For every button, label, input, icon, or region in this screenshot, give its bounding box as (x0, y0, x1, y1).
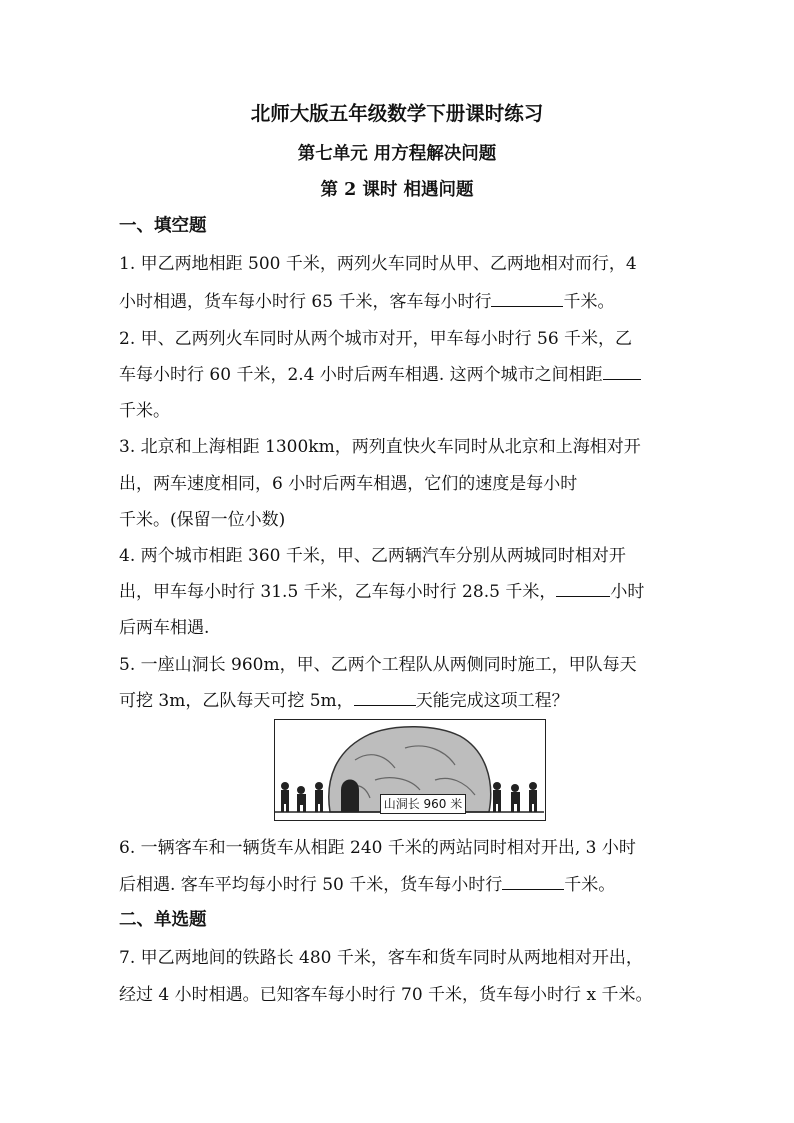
answer-blank-1[interactable] (491, 291, 563, 307)
tunnel-length-label: 山洞长 960 米 (380, 794, 466, 814)
question-2-text: 车每小时行 60 千米，2.4 小时后两车相遇. 这两个城市之间相距 (119, 365, 603, 385)
question-7-line-1: 7. 甲乙两地间的铁路长 480 千米，客车和货车同时从两地相对开出， (119, 948, 643, 968)
workers-right (493, 782, 537, 812)
tunnel-entrance-left (341, 780, 359, 813)
section-fill-in: 一、填空题 (119, 216, 207, 236)
answer-blank-2[interactable] (603, 364, 641, 380)
answer-blank-4[interactable] (556, 581, 610, 597)
question-6-text: 后相遇. 客车平均每小时行 50 千米，货车每小时行 (119, 875, 503, 895)
question-3-line-2: 出，两车速度相同，6 小时后两车相遇，它们的速度是每小时 (119, 474, 578, 494)
question-5-unit: 天能完成这项工程？ (415, 691, 569, 711)
question-6-unit: 千米。 (564, 875, 616, 895)
question-4-text: 出，甲车每小时行 31.5 千米，乙车每小时行 28.5 千米， (119, 582, 557, 602)
question-4-unit: 小时 (610, 582, 645, 602)
question-1-unit: 千米。 (563, 292, 615, 312)
question-2-line-1: 2. 甲、乙两列火车同时从两个城市对开，甲车每小时行 56 千米，乙 (119, 329, 633, 349)
question-3-line-3: 千米。(保留一位小数) (119, 510, 286, 530)
lesson-title: 第 2 课时 相遇问题 (320, 180, 474, 200)
question-6-line-1: 6. 一辆客车和一辆货车从相距 240 千米的两站同时相对开出, 3 小时 (119, 838, 636, 858)
worksheet-title: 北师大版五年级数学下册课时练习 (250, 102, 544, 125)
question-4-line-2 (119, 577, 644, 602)
question-6-line-2 (119, 870, 615, 895)
answer-blank-5[interactable] (354, 690, 416, 706)
question-2-line-3: 千米。 (119, 401, 170, 421)
question-4-line-1: 4. 两个城市相距 360 千米，甲、乙两辆汽车分别从两城同时相对开 (119, 546, 626, 566)
question-5-text: 可挖 3m，乙队每天可挖 5m， (119, 691, 354, 711)
question-5-line-2 (119, 686, 569, 711)
question-5-line-1: 5. 一座山洞长 960m，甲、乙两个工程队从两侧同时施工，甲队每天 (119, 655, 637, 675)
unit-title: 第七单元 用方程解决问题 (297, 144, 497, 164)
question-7-line-2: 经过 4 小时相遇。已知客车每小时行 70 千米，货车每小时行 x 千米。 (119, 985, 653, 1005)
question-1-text: 小时相遇，货车每小时行 65 千米，客车每小时行 (119, 292, 492, 312)
tunnel-illustration (274, 719, 546, 821)
question-3-line-1: 3. 北京和上海相距 1300km，两列直快火车同时从北京和上海相对开 (119, 437, 641, 457)
question-4-line-3: 后两车相遇. (119, 618, 210, 638)
section-single-choice: 二、单选题 (119, 910, 207, 930)
question-1-line-1: 1. 甲乙两地相距 500 千米，两列火车同时从甲、乙两地相对而行，4 (119, 254, 637, 274)
question-1-line-2 (119, 287, 614, 312)
answer-blank-6[interactable] (502, 874, 564, 890)
workers-left (281, 782, 323, 812)
question-2-line-2 (119, 360, 641, 385)
